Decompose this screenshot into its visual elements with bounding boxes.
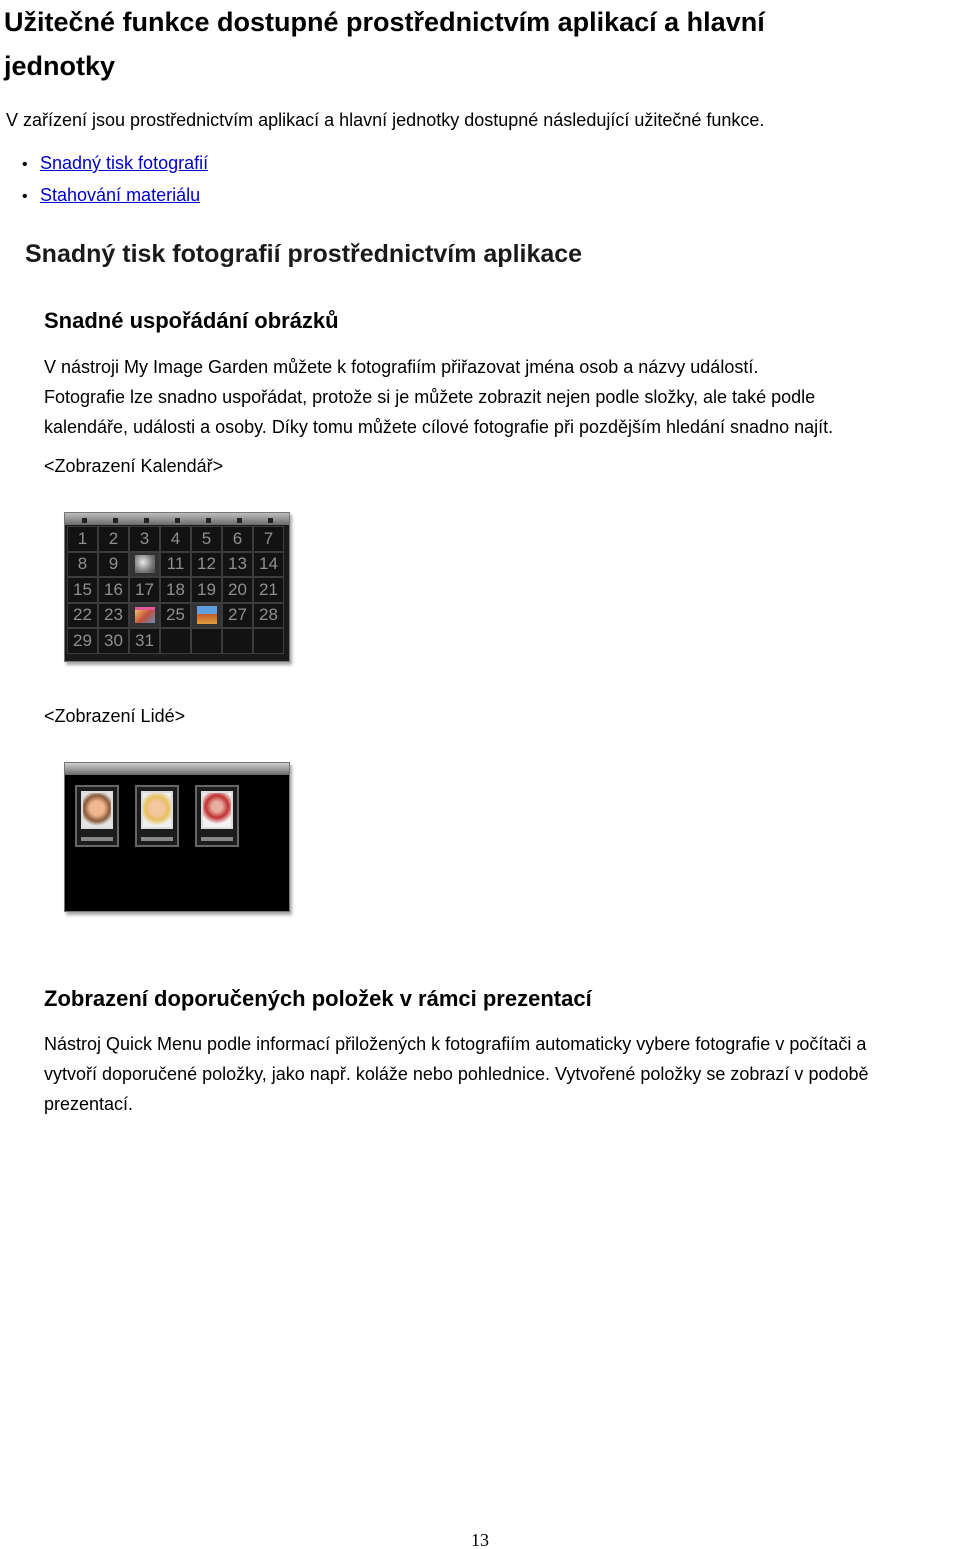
person-photo: [81, 791, 113, 829]
photo-thumbnail: [135, 555, 155, 573]
calendar-day: [160, 577, 191, 603]
subsection-heading-recommended-items: Zobrazení doporučených položek v rámci prezentací: [44, 986, 592, 1011]
calendar-day: [222, 603, 253, 629]
calendar-day: [67, 603, 98, 629]
people-view-screenshot: [64, 762, 290, 912]
people-view-caption: <Zobrazení Lidé>: [44, 706, 186, 726]
table-of-contents: [22, 148, 208, 212]
calendar-day-number: 3: [139, 528, 150, 548]
person-thumbnail: [75, 785, 119, 847]
calendar-day-number: 13: [228, 554, 247, 574]
calendar-empty-cell: [191, 628, 222, 654]
calendar-day-number: 17: [135, 579, 154, 599]
calendar-day-number: 7: [263, 528, 274, 548]
calendar-day: [129, 577, 160, 603]
section-heading-easy-photo-print: Snadný tisk fotografií prostřednictvím aplikace: [25, 240, 583, 268]
intro-text: V zařízení jsou prostřednictvím aplikací a hlavní jednotky dostupné následující užitečné funkce.: [6, 110, 765, 130]
calendar-header-bar: [65, 513, 289, 525]
person-name-bar: [201, 837, 233, 841]
calendar-day-photo: [191, 603, 222, 629]
bullet-icon: •: [22, 188, 28, 205]
calendar-day-number: 25: [166, 605, 185, 625]
subsection-heading-organize-images: Snadné uspořádání obrázků: [44, 308, 339, 333]
calendar-empty-cell: [160, 628, 191, 654]
calendar-day: [67, 552, 98, 578]
calendar-day: [129, 628, 160, 654]
person-photo: [141, 791, 173, 829]
person-name-bar: [81, 837, 113, 841]
calendar-day: [98, 552, 129, 578]
person-thumbnail: [195, 785, 239, 847]
calendar-day: [253, 603, 284, 629]
calendar-day: [253, 552, 284, 578]
calendar-day-number: 2: [108, 528, 119, 548]
calendar-day: [191, 526, 222, 552]
photo-thumbnail: [135, 607, 155, 623]
calendar-day: [67, 628, 98, 654]
toc-link-easy-photo-print[interactable]: Snadný tisk fotografií: [40, 153, 209, 173]
people-header-bar: [65, 763, 289, 775]
photo-thumbnail: [197, 606, 217, 624]
calendar-day: [98, 526, 129, 552]
calendar-day-number: 15: [73, 579, 92, 599]
calendar-day-photo: [129, 552, 160, 578]
paragraph-line: kalendáře, události a osoby. Díky tomu můžete cílové fotografie při pozdějším hledání snadno najít.: [44, 417, 834, 437]
calendar-day: [191, 552, 222, 578]
calendar-day-number: 29: [73, 630, 92, 650]
calendar-day-number: 6: [232, 528, 243, 548]
toc-item: [22, 180, 208, 212]
paragraph-line: V nástroji My Image Garden můžete k fotografiím přiřazovat jména osob a názvy událostí.: [44, 357, 759, 377]
calendar-day-number: 22: [73, 605, 92, 625]
bullet-icon: •: [22, 156, 28, 173]
calendar-day-number: 14: [259, 554, 278, 574]
calendar-day: [222, 552, 253, 578]
paragraph-line: Nástroj Quick Menu podle informací přiložených k fotografiím automaticky vybere fotografie v počítači a: [44, 1034, 867, 1054]
calendar-day-number: 5: [201, 528, 212, 548]
calendar-day-number: 1: [77, 528, 88, 548]
calendar-day-number: 11: [166, 554, 185, 574]
paragraph-line: vytvoří doporučené položky, jako např. koláže nebo pohlednice. Vytvořené položky se zobrazí v podobě: [44, 1064, 869, 1084]
calendar-day: [191, 577, 222, 603]
page-title: [4, 0, 904, 88]
calendar-day-number: 27: [228, 605, 247, 625]
calendar-day-number: 28: [259, 605, 278, 625]
calendar-day: [98, 628, 129, 654]
person-name-bar: [141, 837, 173, 841]
calendar-day-number: 30: [104, 630, 123, 650]
calendar-day: [98, 577, 129, 603]
calendar-day-number: 16: [104, 579, 123, 599]
calendar-day-number: 19: [197, 579, 216, 599]
toc-item: [22, 148, 208, 180]
calendar-day-number: 21: [259, 579, 278, 599]
calendar-day-number: 12: [197, 554, 216, 574]
calendar-day-number: 23: [104, 605, 123, 625]
calendar-day: [222, 577, 253, 603]
paragraph-line: Fotografie lze snadno uspořádat, protože si je můžete zobrazit nejen podle složky, ale také podle: [44, 387, 816, 407]
calendar-day: [160, 552, 191, 578]
calendar-day: [98, 603, 129, 629]
calendar-day: [67, 526, 98, 552]
calendar-day: [222, 526, 253, 552]
calendar-day-number: 18: [166, 579, 185, 599]
calendar-day-number: 4: [170, 528, 181, 548]
page-number: 13: [471, 1530, 489, 1549]
calendar-day-number: 8: [77, 554, 88, 574]
person-photo: [201, 791, 233, 829]
calendar-day: [129, 526, 160, 552]
person-thumbnail: [135, 785, 179, 847]
page-title-line-2: jednotky: [4, 51, 116, 81]
calendar-day: [253, 577, 284, 603]
calendar-grid: [65, 525, 289, 655]
calendar-day: [160, 526, 191, 552]
calendar-view-caption: <Zobrazení Kalendář>: [44, 456, 224, 476]
calendar-day-number: 9: [108, 554, 119, 574]
calendar-day: [253, 526, 284, 552]
recommended-items-paragraph: [44, 1029, 960, 1119]
page-title-line-1: Užitečné funkce dostupné prostřednictvím aplikací a hlavní: [4, 7, 765, 37]
calendar-empty-cell: [222, 628, 253, 654]
paragraph-line: prezentací.: [44, 1094, 134, 1114]
calendar-day-photo: [129, 603, 160, 629]
toc-link-download-content[interactable]: Stahování materiálu: [40, 185, 201, 205]
organize-images-paragraph: [44, 352, 960, 442]
calendar-day-number: 20: [228, 579, 247, 599]
calendar-day: [67, 577, 98, 603]
calendar-day-number: 31: [135, 630, 154, 650]
calendar-empty-cell: [253, 628, 284, 654]
calendar-day: [160, 603, 191, 629]
calendar-view-screenshot: [64, 512, 290, 662]
